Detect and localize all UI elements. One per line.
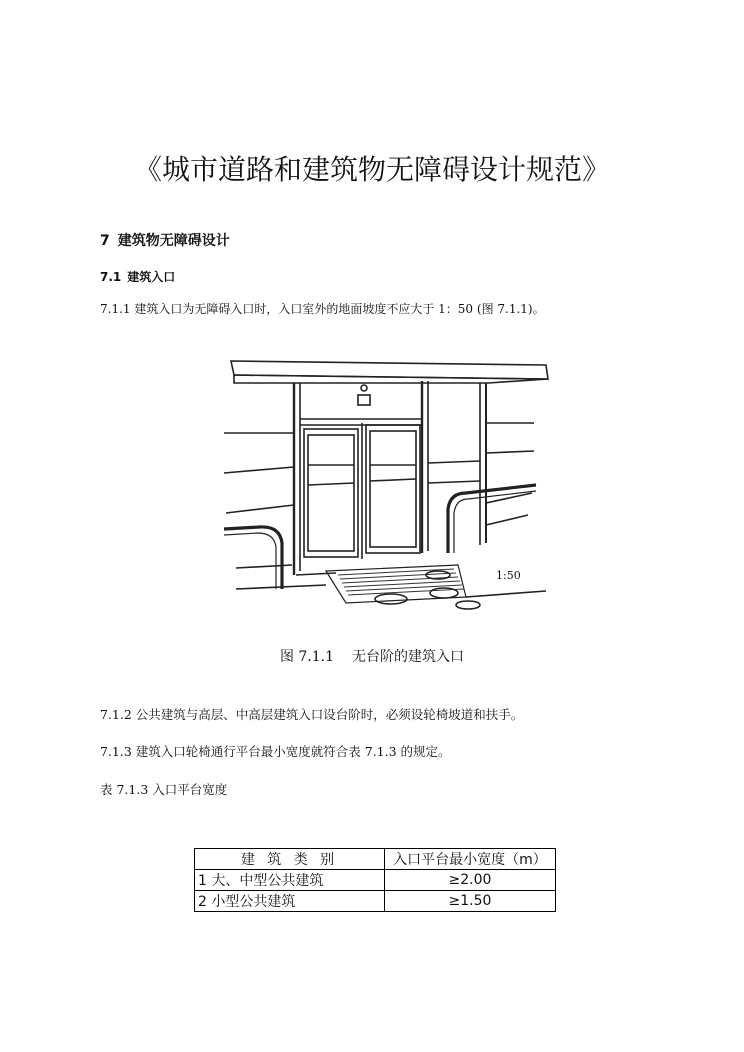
table-cell-category: 1 大、中型公共建筑 [195, 870, 385, 891]
table-header-row [195, 849, 556, 870]
paragraph-7-1-3: 7.1.3 建筑入口轮椅通行平台最小宽度就符合表 7.1.3 的规定。 [100, 744, 451, 759]
figure-number: 图 7.1.1 [279, 649, 335, 665]
chapter-heading [100, 230, 230, 250]
figure-caption-text: 无台阶的建筑入口 [352, 649, 465, 665]
column-header-width: 入口平台最小宽度（m） [385, 849, 556, 870]
entrance-illustration [196, 353, 556, 613]
column-header-category: 建 筑 类 别 [195, 849, 385, 870]
platform-width-table [194, 848, 556, 912]
table-row [195, 891, 556, 912]
document-title: 《城市道路和建筑物无障碍设计规范》 [133, 153, 610, 186]
section-number: 7.1 [100, 270, 122, 284]
table-title: 表 7.1.3 入口平台宽度 [100, 782, 228, 797]
chapter-number: 7 [100, 233, 110, 249]
slope-label: 1:50 [496, 569, 521, 582]
section-title: 建筑入口 [127, 270, 176, 284]
table-row [195, 870, 556, 891]
figure-caption [0, 646, 744, 666]
section-heading [100, 268, 175, 285]
table-cell-width: ≥2.00 [385, 870, 556, 891]
table-cell-category: 2 小型公共建筑 [195, 891, 385, 912]
table-cell-width: ≥1.50 [385, 891, 556, 912]
paragraph-7-1-2: 7.1.2 公共建筑与高层、中高层建筑入口设台阶时，必须设轮椅坡道和扶手。 [100, 707, 524, 722]
chapter-title: 建筑物无障碍设计 [117, 233, 230, 249]
paragraph-7-1-1: 7.1.1 建筑入口为无障碍入口时，入口室外的地面坡度不应大于 1：50 (图 7.1.1)。 [100, 302, 545, 316]
